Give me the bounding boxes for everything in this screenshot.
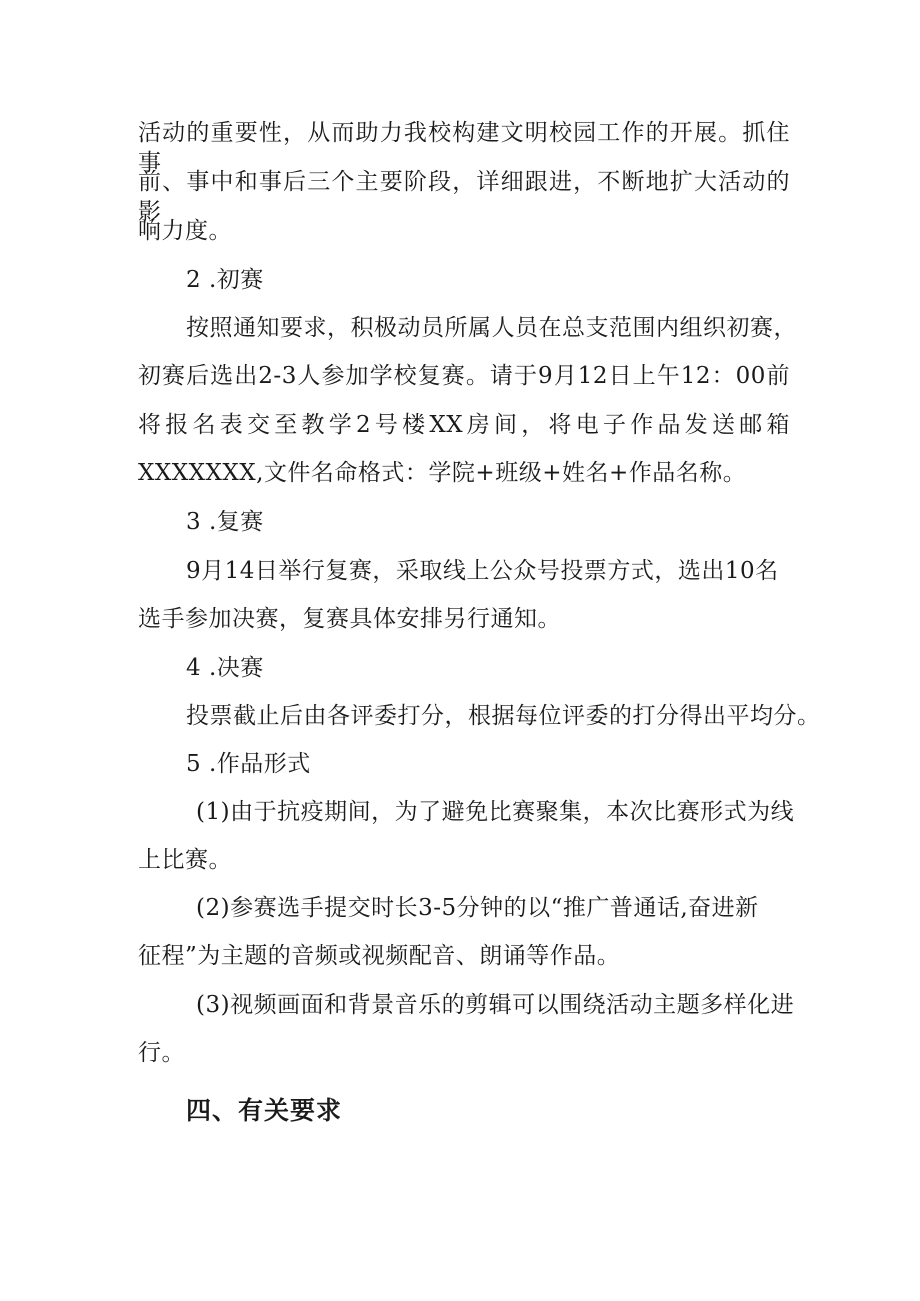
paragraph-line: XXXXXXX,文件名命格式：学院+班级+姓名+作品名称。 <box>138 460 747 486</box>
list-item-line: 行。 <box>138 1040 185 1066</box>
paragraph-line: 前、事中和事后三个主要阶段，详细跟进，不断地扩大活动的影 <box>138 169 790 225</box>
list-item-line: 上比赛。 <box>138 847 232 873</box>
list-item-line: 征程”为主题的音频或视频配音、朗诵等作品。 <box>138 943 621 969</box>
paragraph-line: 初赛后选出2-3人参加学校复赛。请于9月12日上午12：00前 <box>138 363 790 389</box>
paragraph-line: 9月14日举行复赛，采取线上公众号投票方式，选出10名 <box>186 558 779 584</box>
paragraph-line: 按照通知要求，积极动员所属人员在总支范围内组织初赛， <box>186 315 797 341</box>
section-heading: 四、有关要求 <box>186 1096 343 1125</box>
subsection-title-work-form: 5 .作品形式 <box>186 751 311 777</box>
list-item-line: (3)视频画面和背景音乐的剪辑可以围绕活动主题多样化进 <box>196 992 795 1018</box>
subsection-title-final: 4 .决赛 <box>186 655 264 681</box>
subsection-title-semifinal: 3 .复赛 <box>186 509 264 535</box>
list-item-line: (2)参赛选手提交时长3-5分钟的以“推广普通话,奋进新 <box>196 895 759 921</box>
paragraph-line: 投票截止后由各评委打分，根据每位评委的打分得出平均分。 <box>186 703 821 729</box>
subsection-title-preliminary: 2 .初赛 <box>186 267 264 293</box>
paragraph-line: 活动的重要性，从而助力我校构建文明校园工作的开展。抓住事 <box>138 120 790 176</box>
paragraph-line: 选手参加决赛，复赛具体安排另行通知。 <box>138 606 561 632</box>
paragraph-line: 将报名表交至教学2号楼XX房间，将电子作品发送邮箱 <box>138 412 790 438</box>
list-item-line: (1)由于抗疫期间，为了避免比赛聚集，本次比赛形式为线 <box>196 799 795 825</box>
paragraph-line: 响力度。 <box>138 218 232 244</box>
